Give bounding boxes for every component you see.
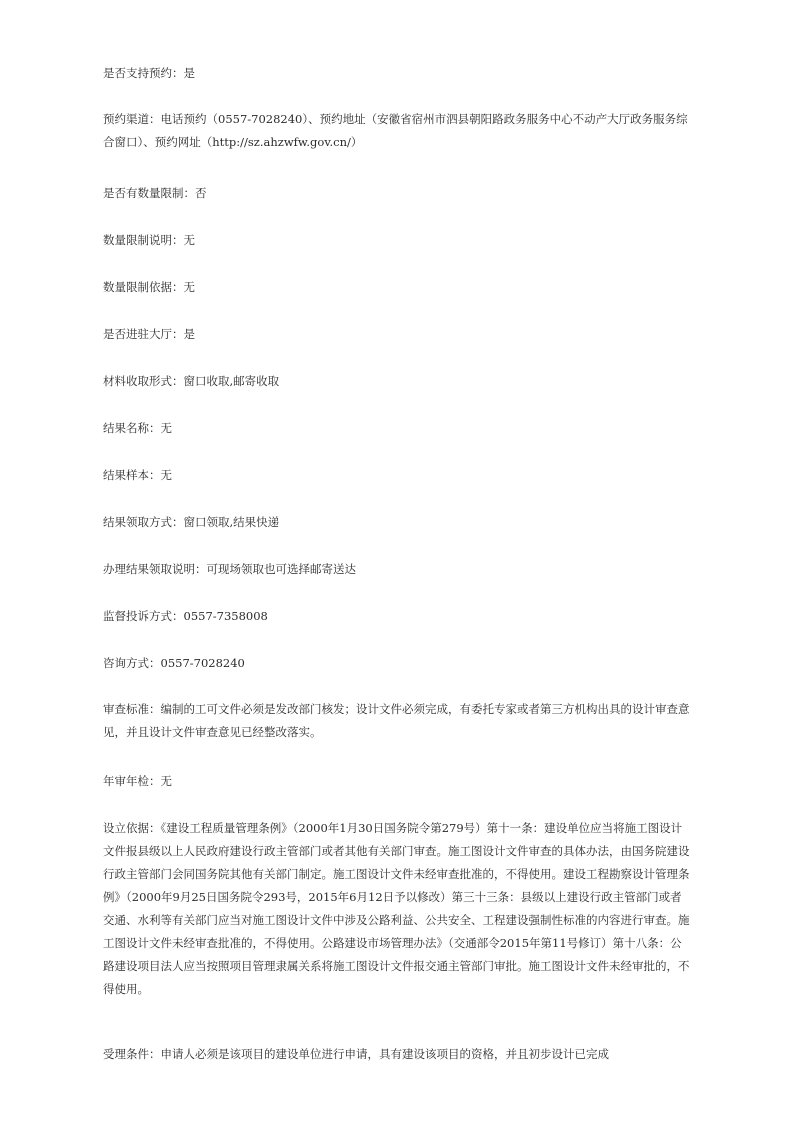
paragraph-result-sample: 结果样本：无 (103, 468, 172, 482)
paragraph-reservation-supported: 是否支持预约：是 (103, 66, 195, 80)
paragraph-legal-basis: 设立依据：《建设工程质量管理条例》（2000年1月30日国务院令第279号）第十一条：建设单位应当将施工图设计文件报县级以上人民政府建设行政主管部门或者其他有关部门审查。施工图设计文件审查的具体办法，由国务院建设行政主管部门会同国务院其他有关部门制定。施工图设计文件未经审查批准的，不得使用。建设工程勘察设计管理条例》（2000年9月25日国务院令293号，2015年6月12日予以修改）第三十三条：县级以上建设行政主管部门或者交通、水利等有关部门应当对施工图设计文件中涉及公路利益、公共安全、工程建设强制性标准的内容进行审查。施工图设计文件未经审查批准的，不得使用。公路建设市场管理办法》（交通部令2015年第11号修订）第十八条：公路建设项目法人应当按照项目管理隶属关系将施工图设计文件报交通主管部门审批。施工图设计文件未经审批的，不得使用。 (103, 821, 690, 996)
paragraph-annual-inspection: 年审年检：无 (103, 774, 172, 788)
paragraph-acceptance-conditions: 受理条件：申请人必须是该项目的建设单位进行申请，具有建设该项目的资格，并且初步设计已完成 (103, 1047, 609, 1061)
paragraph-reservation-channels: 预约渠道：电话预约（0557-7028240）、预约地址（安徽省宿州市泗县朝阳路政务服务中心不动产大厅政务服务综合窗口）、预约网址（http://sz.ahzwfw.gov.cn/） (103, 112, 688, 149)
paragraph-quantity-limit-description: 数量限制说明：无 (103, 233, 195, 247)
paragraph-material-collection: 材料收取形式：窗口收取,邮寄收取 (103, 374, 280, 388)
paragraph-result-pickup-note: 办理结果领取说明：可现场领取也可选择邮寄送达 (103, 562, 356, 576)
paragraph-result-pickup-method: 结果领取方式：窗口领取,结果快递 (103, 515, 280, 529)
paragraph-result-name: 结果名称：无 (103, 421, 172, 435)
paragraph-inquiry-contact: 咨询方式：0557-7028240 (103, 656, 245, 670)
paragraph-complaint-contact: 监督投诉方式：0557-7358008 (103, 609, 268, 623)
paragraph-in-hall: 是否进驻大厅：是 (103, 327, 195, 341)
paragraph-quantity-limit-basis: 数量限制依据：无 (103, 280, 195, 294)
paragraph-review-standard: 审查标准：编制的工可文件必须是发改部门核发；设计文件必须完成，有委托专家或者第三方机构出具的设计审查意见，并且设计文件审查意见已经整改落实。 (103, 702, 690, 739)
paragraph-quantity-limit: 是否有数量限制：否 (103, 186, 207, 200)
